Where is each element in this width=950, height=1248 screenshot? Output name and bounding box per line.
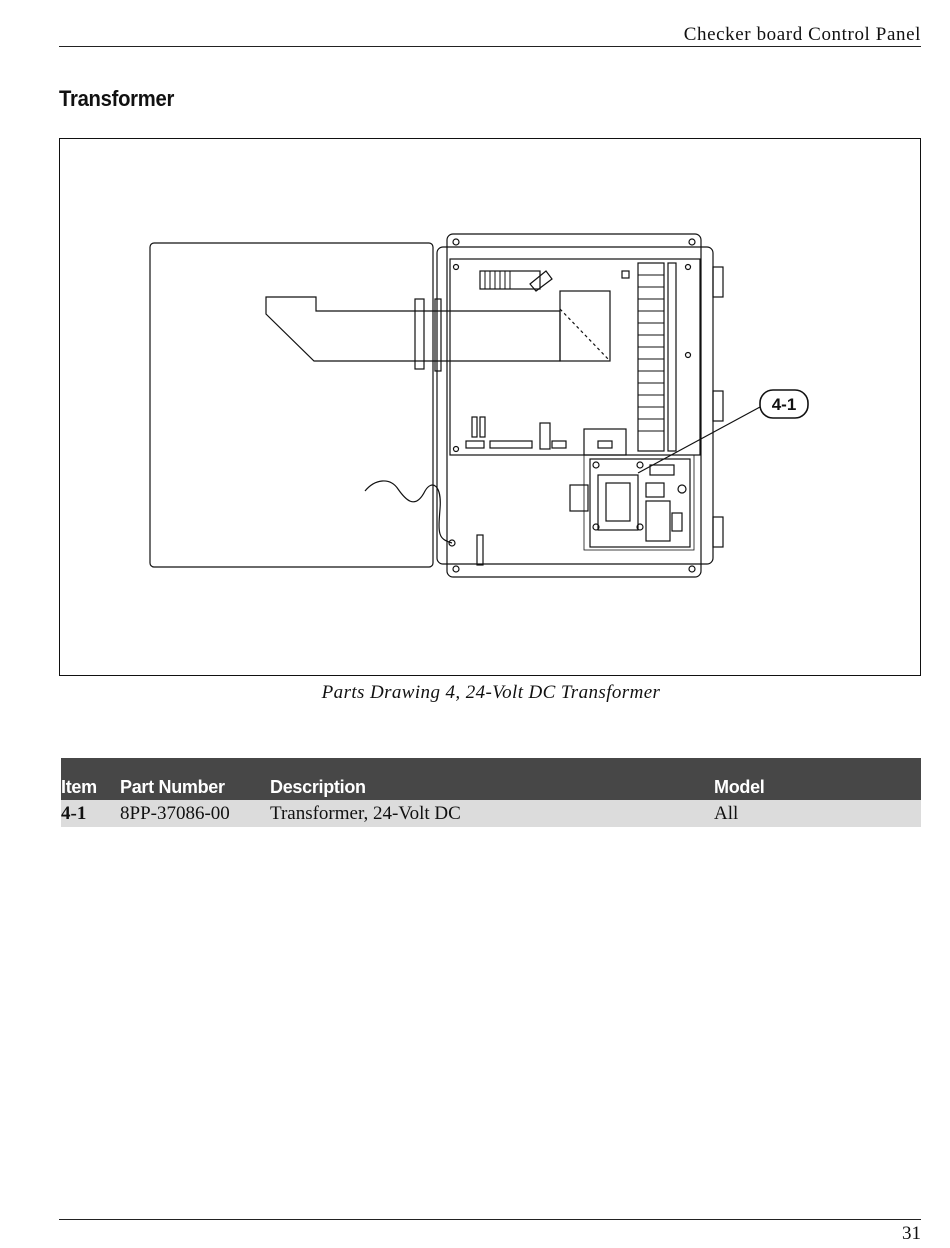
terminal-strip [638, 263, 664, 451]
ground-stud [477, 535, 483, 565]
parts-table [61, 758, 921, 827]
enclosure-hinge [713, 391, 723, 421]
column-header-item: Item [61, 758, 120, 800]
board-screw [686, 265, 691, 270]
column-header-model: Model [714, 758, 921, 800]
enclosure-hinge [713, 517, 723, 547]
callout-leader-line [638, 407, 760, 473]
door-hinge-right [435, 299, 441, 371]
transformer-bracket [570, 485, 588, 511]
header-rule [59, 46, 921, 47]
callout-label: 4-1 [771, 395, 797, 414]
door-ground-wire [365, 481, 452, 543]
board-screw [454, 447, 459, 452]
bottom-connector [490, 441, 532, 448]
column-header-part-number: Part Number [120, 758, 270, 800]
terminal-screws [668, 263, 676, 451]
figure-caption: Parts Drawing 4, 24-Volt DC Transformer [321, 682, 661, 703]
board-relay [584, 429, 626, 455]
cell-part-number: 8PP-37086-00 [120, 800, 270, 827]
control-panel-line-drawing [60, 139, 920, 675]
door-hinge-left [415, 299, 424, 369]
mount-hole [453, 566, 459, 572]
board-screw [686, 353, 691, 358]
board-led [622, 271, 629, 278]
cell-item: 4-1 [61, 800, 120, 827]
cell-description: Transformer, 24-Volt DC [270, 800, 714, 827]
mount-hole [689, 239, 695, 245]
board-screw [454, 265, 459, 270]
parts-table-header-row [61, 758, 921, 800]
footer-rule [59, 1219, 921, 1220]
enclosure-hinge [713, 267, 723, 297]
ribbon-plug [530, 271, 552, 291]
mount-hole [689, 566, 695, 572]
cell-model: All [714, 800, 921, 827]
section-title: Transformer [59, 86, 175, 111]
running-header-title: Checker board Control Panel [683, 24, 921, 45]
main-circuit-board [450, 259, 700, 455]
mount-hole [453, 239, 459, 245]
ribbon-cable [266, 297, 560, 361]
transformer-terminals [650, 465, 674, 475]
column-header-description: Description [270, 758, 714, 800]
open-door-panel [150, 243, 433, 567]
table-row [61, 800, 921, 827]
parts-drawing-frame [59, 138, 921, 676]
ribbon-header [560, 291, 610, 361]
page-number: 31 [902, 1223, 921, 1244]
